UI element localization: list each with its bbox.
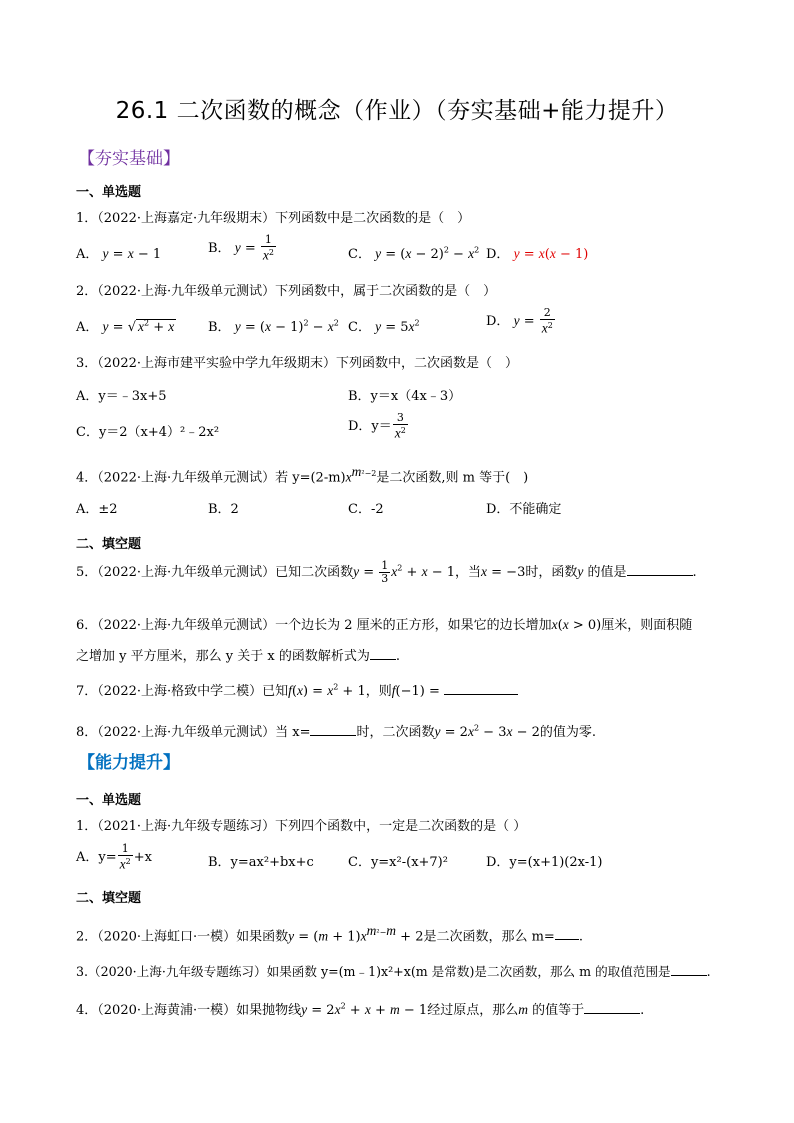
- q8-answer-blank[interactable]: [310, 735, 356, 736]
- q2-option-a: A． y = √ $x^2 + x$: [76, 318, 175, 335]
- q3-option-c: C．y＝2（x+4）²﹣2x²: [76, 425, 220, 440]
- q1-option-b: B． y = $\frac{1}{x^2}$: [208, 233, 274, 263]
- question-7: 7．（2022·上海·格致中学二模）已知$f(x) = x^2 + 1$，则f(−1) =: [76, 680, 518, 699]
- question-type-single-choice: 一、单选题: [76, 185, 142, 200]
- adv-q1-option-a: A．y= $\frac{1}{x^2}$ +x: [76, 842, 152, 872]
- advanced-question-3: 3.（2020·上海·九年级专题练习）如果函数 y=(m﹣1)x²+x(m 是常数)是二次函数，那么 m 的取值范围是 .: [76, 964, 711, 979]
- q2-option-c: C． $y = 5x^2$: [348, 318, 420, 335]
- question-3-stem: 3．（2022·上海市建平实验中学九年级期末）下列函数中，二次函数是（ ）: [76, 356, 518, 371]
- question-1-stem: 1．（2022·上海嘉定·九年级期末）下列函数中是二次函数的是（ ）: [76, 211, 471, 226]
- advanced-question-2: 2．（2020·上海虹口·一模）如果函数$y = (m + 1)x^{m^2-m} + 2$是二次函数，那么 m= .: [76, 923, 583, 945]
- question-5: 5．（2022·上海·九年级单元测试）已知二次函数y = $\frac{1}{3}$ $x^2 + x - 1$，当x = −3时，函数y 的值是 .: [76, 559, 697, 585]
- adv-q2-answer-blank[interactable]: [555, 939, 579, 940]
- question-type-fill-blank-2: 二、填空题: [76, 891, 142, 906]
- q1-option-d: D． y = x(x − 1): [486, 246, 589, 262]
- q3-option-a: A．y＝﹣3x+5: [76, 389, 167, 404]
- question-4-stem: 4．（2022·上海·九年级单元测试）若 $y=(2-m)x^{m^2-2}$是二次函数,则 m 等于( ): [76, 464, 529, 486]
- question-2-stem: 2．（2022·上海·九年级单元测试）下列函数中，属于二次函数的是（ ）: [76, 284, 497, 299]
- q3-option-d: D．y＝ $\frac{3}{x^2}$: [348, 411, 406, 441]
- section-heading-basic: 【夯实基础】: [78, 149, 180, 169]
- q1-option-a: A． y = x − 1: [76, 246, 162, 262]
- q2-option-d: D． y = $\frac{2}{x^2}$: [486, 306, 553, 336]
- adv-q1-option-c: C．y=x²-(x+7)²: [348, 855, 448, 870]
- question-6-line-1: 6．（2022·上海·九年级单元测试）一个边长为 2 厘米的正方形，如果它的边长增加x(x > 0)厘米，则面积随: [76, 617, 693, 633]
- q7-answer-blank[interactable]: [444, 694, 518, 695]
- adv-q1-option-d: D．y=(x+1)(2x-1): [486, 855, 603, 870]
- q4-option-a: A．±2: [76, 502, 118, 517]
- section-heading-advanced: 【能力提升】: [78, 753, 180, 773]
- adv-q1-option-b: B．y=ax²+bx+c: [208, 855, 314, 870]
- q5-answer-blank[interactable]: [627, 575, 693, 576]
- advanced-question-1-stem: 1．（2021·上海·九年级专题练习）下列四个函数中，一定是二次函数的是（ ）: [76, 819, 527, 834]
- adv-q3-answer-blank[interactable]: [671, 975, 707, 976]
- q3-option-b: B．y＝x（4x﹣3）: [348, 389, 462, 404]
- q6-answer-blank[interactable]: [370, 659, 396, 660]
- question-8: 8．（2022·上海·九年级单元测试）当 x= 时，二次函数$y = 2x^2 - 3x - 2$的值为零.: [76, 723, 597, 740]
- advanced-question-4: 4．（2020·上海黄浦·一模）如果抛物线$y = 2x^2 + x + m - 1$经过原点，那么m 的值等于 .: [76, 1001, 645, 1018]
- adv-q4-answer-blank[interactable]: [584, 1013, 640, 1014]
- question-6-line-2: 之增加 y 平方厘米，那么 y 关于 x 的函数解析式为 .: [76, 649, 400, 664]
- page-title: 26.1 二次函数的概念（作业）（夯实基础+能力提升）: [115, 98, 679, 124]
- question-type-fill-blank: 二、填空题: [76, 537, 142, 552]
- q1-option-c: C． $y = (x - 2)^2 - x^2$: [348, 245, 480, 262]
- q4-option-b: B．2: [208, 502, 239, 517]
- question-type-single-choice-2: 一、单选题: [76, 793, 142, 808]
- q1-answer-highlight: y = x(x − 1): [513, 246, 589, 262]
- q2-option-b: B． $y = (x - 1)^2 - x^2$: [208, 318, 339, 335]
- q4-option-d: D．不能确定: [486, 502, 562, 517]
- q4-option-c: C．-2: [348, 502, 384, 517]
